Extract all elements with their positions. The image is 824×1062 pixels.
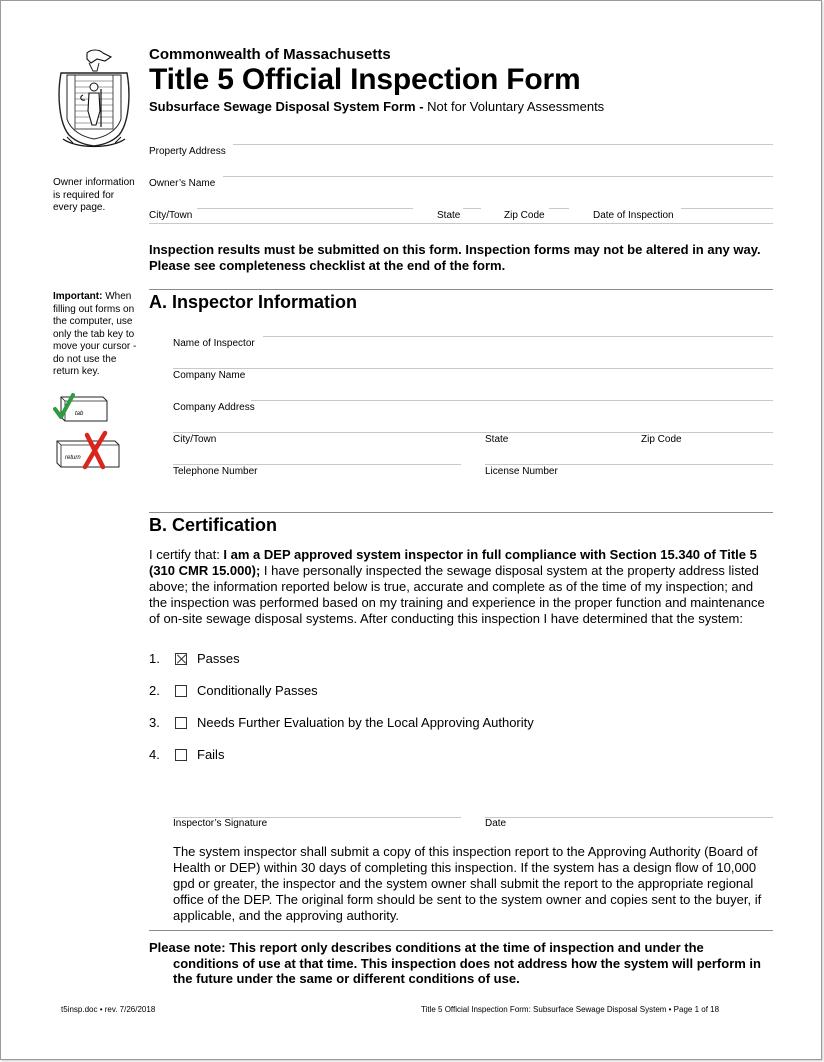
signature-date-field[interactable] xyxy=(485,817,773,818)
massachusetts-seal-icon xyxy=(53,45,135,149)
option-number: 1. xyxy=(149,651,160,666)
owner-name-label: Owner’s Name xyxy=(149,178,216,189)
state-name: Commonwealth of Massachusetts xyxy=(149,46,391,63)
owner-note: Owner information is required for every page. xyxy=(53,177,135,213)
subtitle-rest: Not for Voluntary Assessments xyxy=(423,99,605,114)
owner-name-field[interactable] xyxy=(223,176,773,177)
property-address-field[interactable] xyxy=(233,144,773,145)
section-a-heading: A. Inspector Information xyxy=(149,292,358,312)
inspector-zip-field[interactable] xyxy=(485,464,773,465)
inspector-state-label: State xyxy=(485,434,509,445)
important-note-rest: When filling out forms on the computer, use only the tab key to move your cursor - do not use the return key. xyxy=(53,291,137,377)
tab-key-icon xyxy=(53,391,111,427)
further-evaluation-checkbox[interactable] xyxy=(175,717,187,729)
city-label: City/Town xyxy=(149,210,193,221)
option-label: Conditionally Passes xyxy=(197,683,318,698)
important-note xyxy=(53,291,141,379)
footer-right: Title 5 Official Inspection Form: Subsurface Sewage Disposal System • Page 1 of 18 xyxy=(421,1005,720,1014)
signature-date-label: Date xyxy=(485,818,507,829)
return-key-illustration xyxy=(53,429,123,471)
subtitle-bold: Subsurface Sewage Disposal System Form - xyxy=(149,99,424,114)
state-field[interactable] xyxy=(463,208,481,209)
note-line-1: Please note: This report only describes conditions at the time of inspection and under the xyxy=(149,940,704,955)
passes-checkbox[interactable] xyxy=(175,653,187,665)
option-number: 2. xyxy=(149,683,160,698)
footer-left: t5insp.doc • rev. 7/26/2018 xyxy=(61,1005,156,1014)
company-name-label: Company Name xyxy=(173,370,246,381)
inspector-name-label: Name of Inspector xyxy=(173,338,255,349)
telephone-label: Telephone Number xyxy=(173,466,258,477)
inspector-state-field[interactable] xyxy=(513,432,617,433)
city-field[interactable] xyxy=(197,208,413,209)
note-line-2: conditions of use at that time. This inspection does not address how the system will perform in the future under the same or different conditions of use. xyxy=(173,955,761,986)
certification-statement xyxy=(149,547,773,627)
inspection-date-label: Date of Inspection xyxy=(593,210,674,221)
company-name-field[interactable] xyxy=(251,400,773,401)
property-block-bottom-line xyxy=(149,223,773,224)
zip-label: Zip Code xyxy=(504,210,545,221)
option-passes[interactable] xyxy=(149,651,240,666)
inspector-city-field[interactable] xyxy=(223,432,461,433)
section-a-rule xyxy=(149,289,773,290)
option-conditionally-passes[interactable] xyxy=(149,683,318,698)
company-address-label: Company Address xyxy=(173,402,255,413)
inspector-name-field[interactable] xyxy=(263,336,773,337)
section-b-rule xyxy=(149,512,773,513)
zip-field[interactable] xyxy=(549,208,569,209)
cert-start: I certify that: xyxy=(149,547,224,562)
please-note xyxy=(149,940,775,987)
return-key-label: return xyxy=(65,455,81,461)
option-further-evaluation[interactable] xyxy=(149,715,534,730)
return-key-icon xyxy=(53,429,123,471)
submission-notice: Inspection results must be submitted on this form. Inspection forms may not be altered in any way. Please see completeness checklist at the end of the form. xyxy=(149,242,761,273)
fails-checkbox[interactable] xyxy=(175,749,187,761)
option-label: Needs Further Evaluation by the Local Approving Authority xyxy=(197,715,534,730)
option-label: Passes xyxy=(197,651,240,666)
inspector-zip-label: Zip Code xyxy=(641,434,682,445)
cert-bold: I am a DEP approved system inspector in full compliance with Section 15.340 of Title 5 (310 CMR 15.000); xyxy=(149,547,757,578)
telephone-field[interactable] xyxy=(267,464,461,465)
page-title: Title 5 Official Inspection Form xyxy=(149,63,581,96)
page-subtitle xyxy=(149,99,604,114)
option-number: 4. xyxy=(149,747,160,762)
conditionally-passes-checkbox[interactable] xyxy=(175,685,187,697)
inspector-name-underline xyxy=(173,368,773,369)
inspector-city-label: City/Town xyxy=(173,434,217,445)
submission-instructions: The system inspector shall submit a copy of this inspection report to the Approving Authority (Board of Health or DEP) within 30 days of completing this inspection. If the system has a design flow of 10,000 gpd or greater, the inspector and the system owner shall submit the report to the appropriate regional office of the DEP. The original form should be sent to the system owner and copies sent to the buyer, if applicable, and the approving authority. xyxy=(173,844,762,923)
state-label: State xyxy=(437,210,461,221)
option-label: Fails xyxy=(197,747,225,762)
license-label: License Number xyxy=(485,466,558,477)
note-rule xyxy=(149,930,773,931)
property-address-label: Property Address xyxy=(149,146,226,157)
option-number: 3. xyxy=(149,715,160,730)
tab-key-label: tab xyxy=(75,411,84,417)
signature-label: Inspector’s Signature xyxy=(173,818,268,829)
inspection-date-field[interactable] xyxy=(681,208,773,209)
option-fails[interactable] xyxy=(149,747,224,762)
section-b-heading: B. Certification xyxy=(149,515,278,535)
cert-rest: I have personally inspected the sewage disposal system at the property address listed above; the information reported below is true, accurate and complete as of the time of my inspection; and the inspection was performed based on my training and experience in the proper function and maintenance of on-site sewage disposal systems. After conducting this inspection I have determined that the system: xyxy=(149,563,765,626)
tab-key-illustration xyxy=(53,391,111,427)
important-note-bold: Important: xyxy=(53,291,103,302)
